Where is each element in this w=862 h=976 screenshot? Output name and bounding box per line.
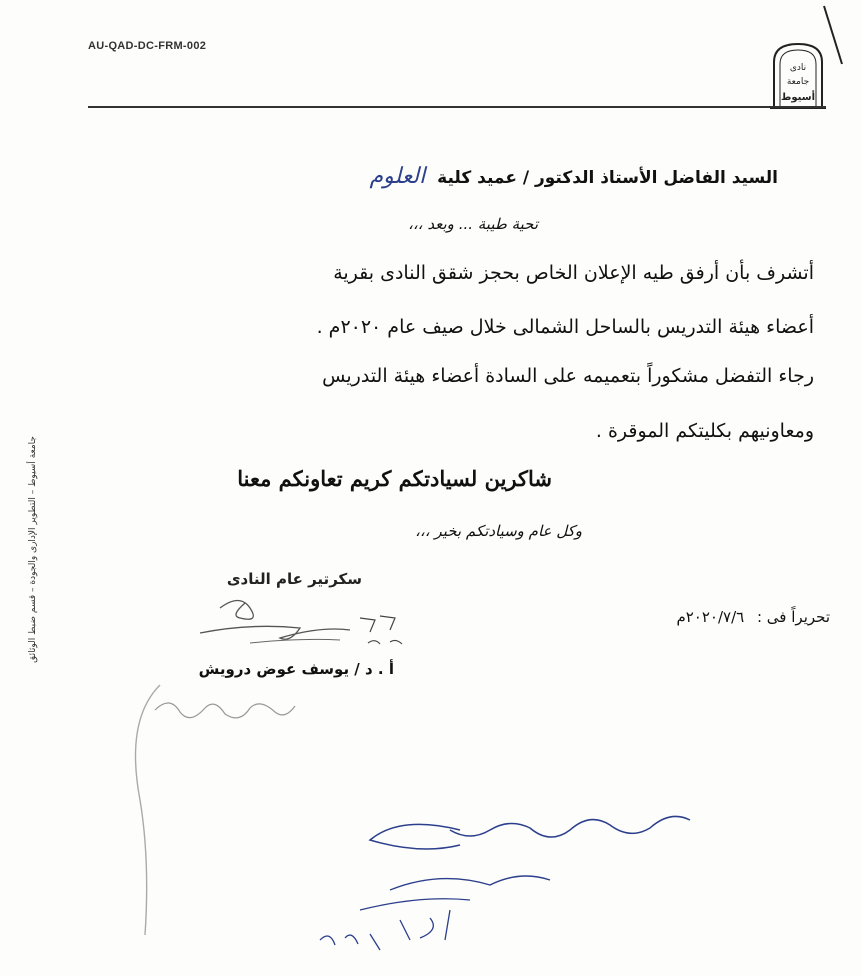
side-footer: جامعة أسيوط – التطوير الإدارى والجودة – قسم ضبط الوثائق bbox=[28, 436, 38, 663]
signer-name: أ . د / يوسف عوض درويش bbox=[198, 660, 394, 678]
greeting: تحية طيبة ... وبعد ،،، bbox=[408, 215, 538, 233]
paragraph-1-line-1: أتشرف بأن أرفق طيه الإعلان الخاص بحجز شقق النادى بقرية bbox=[333, 262, 814, 284]
handwritten-faculty-name: العلوم bbox=[369, 164, 426, 189]
paragraph-2-line-1: رجاء التفضل مشكوراً بتعميمه على السادة أعضاء هيئة التدريس bbox=[322, 365, 814, 387]
scan-edge-mark bbox=[820, 4, 860, 84]
secretary-signature bbox=[190, 588, 420, 658]
date-value: ٢٠٢٠/٧/٦م bbox=[676, 608, 745, 626]
header-divider bbox=[88, 106, 826, 108]
wishes-line: وكل عام وسيادتكم بخير ،،، bbox=[415, 522, 582, 540]
form-code: AU-QAD-DC-FRM-002 bbox=[88, 40, 207, 52]
svg-text:نادى: نادى bbox=[789, 63, 807, 73]
club-logo bbox=[766, 40, 828, 110]
svg-text:جامعة: جامعة bbox=[786, 77, 810, 87]
paragraph-1-line-2: أعضاء هيئة التدريس بالساحل الشمالى خلال صيف عام ٢٠٢٠م . bbox=[316, 316, 814, 338]
date-line bbox=[676, 608, 830, 626]
salutation bbox=[370, 164, 778, 189]
pen-stroke bbox=[120, 680, 200, 940]
handwritten-referral bbox=[300, 800, 700, 960]
paragraph-2-line-2: ومعاونيهم بكليتكم الموقرة . bbox=[595, 420, 814, 442]
thanks-line: شاكرين لسيادتكم كريم تعاونكم معنا bbox=[237, 466, 552, 491]
svg-text:أسيوط: أسيوط bbox=[781, 92, 815, 103]
date-label: تحريراً فى : bbox=[756, 608, 830, 626]
salutation-text: السيد الفاضل الأستاذ الدكتور / عميد كلية bbox=[437, 168, 778, 188]
signer-title: سكرتير عام النادى bbox=[226, 570, 362, 588]
